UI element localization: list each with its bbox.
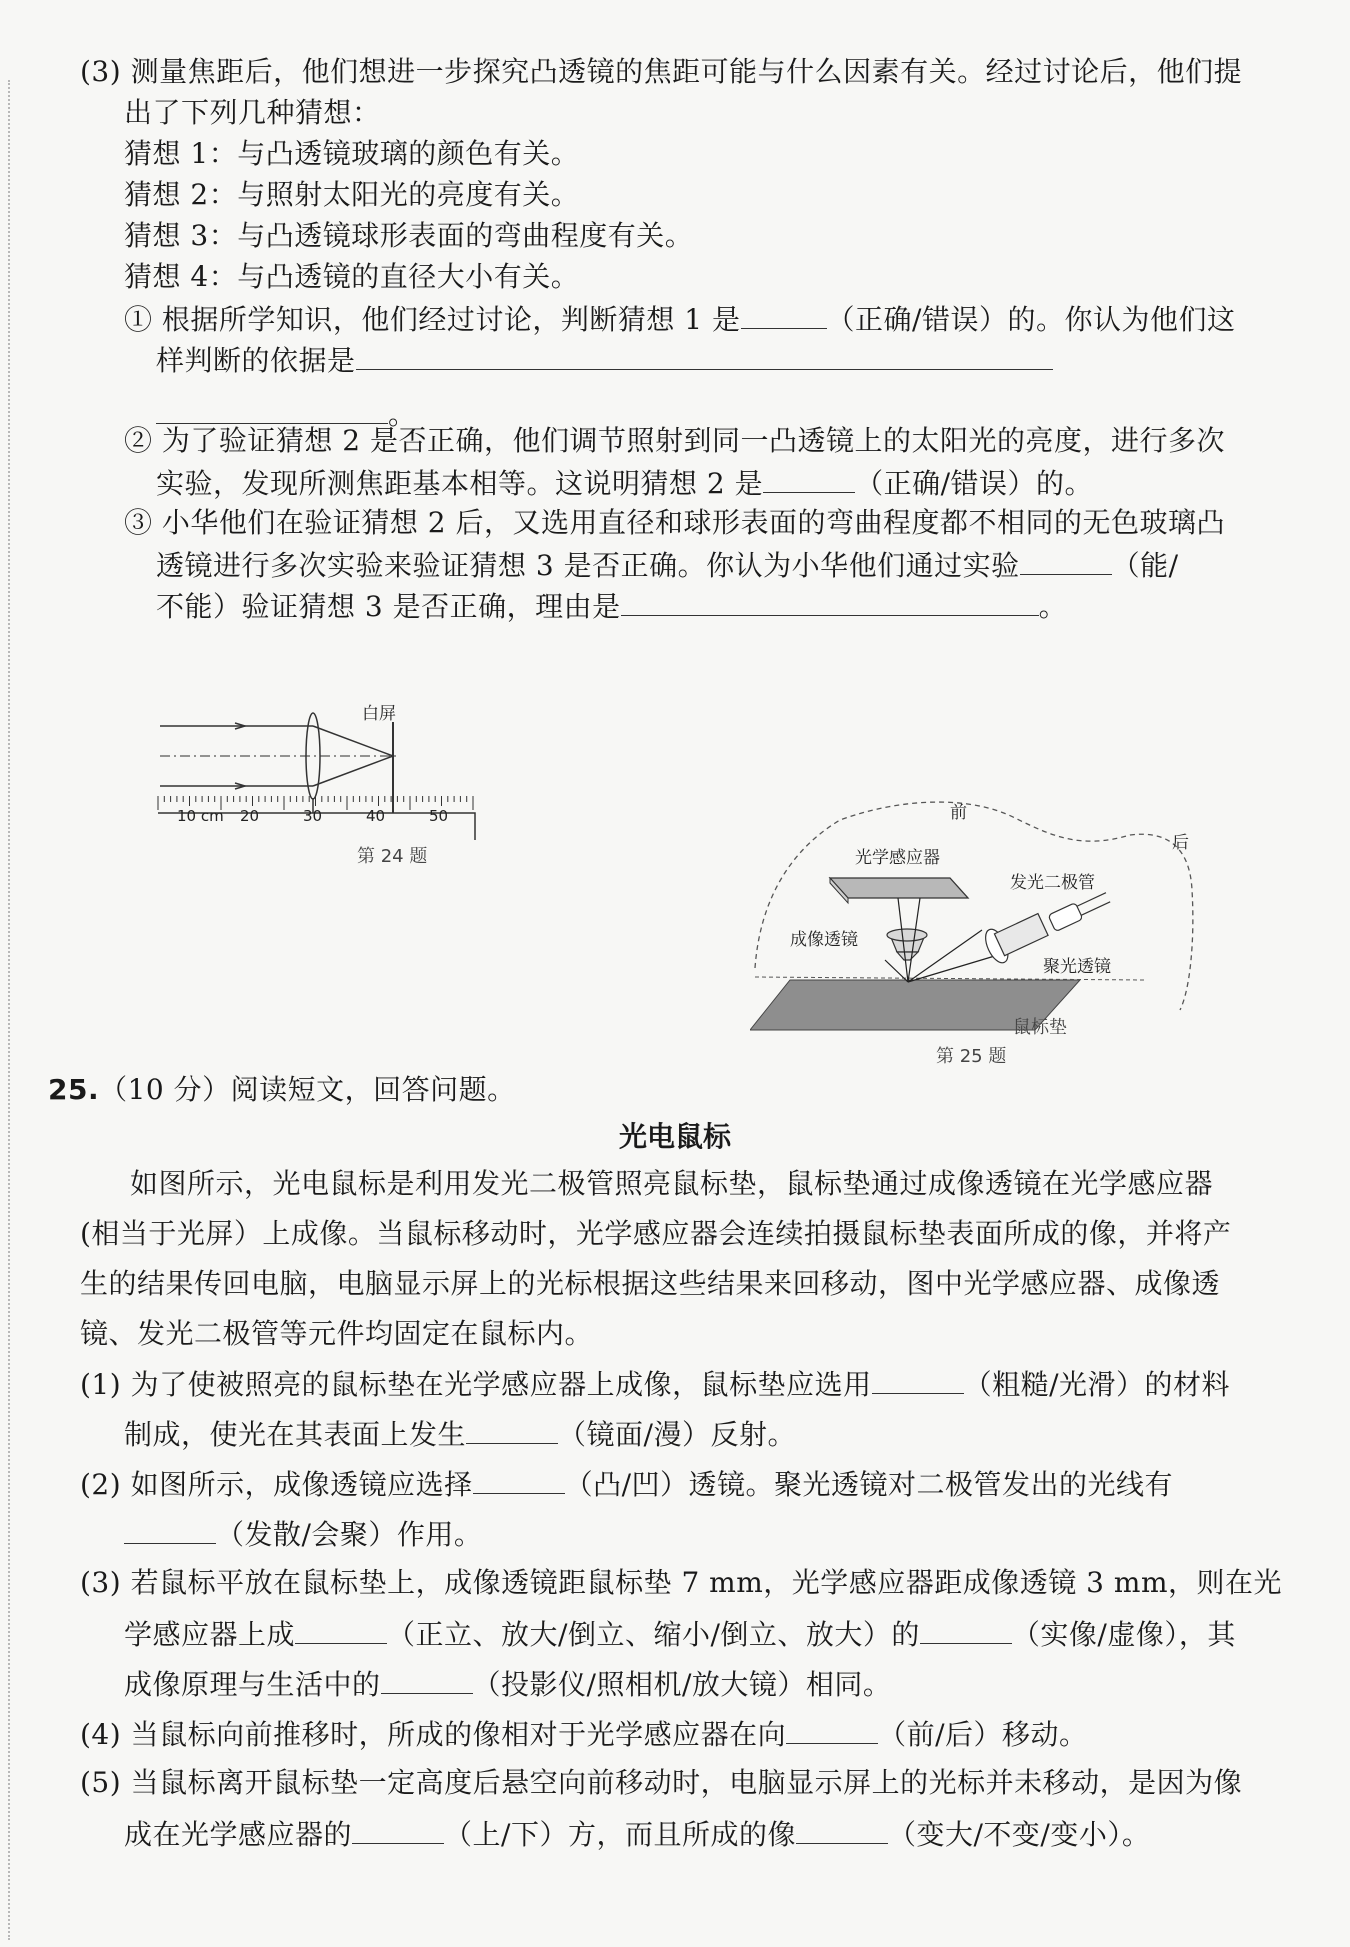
subq3-text-b: （能/ [1111,549,1179,582]
ruler-label-30: 30 [303,807,323,825]
guess-3: 猜想 3：与凸透镜球形表面的弯曲程度有关。 [124,219,694,252]
q25-1-text-d: （镜面/漫）反射。 [558,1418,796,1451]
ruler-label-10: 10 cm [177,807,224,825]
label-mouse-pad: 鼠标垫 [1013,1017,1067,1038]
subq2-text-a: 实验，发现所测焦距基本相等。这说明猜想 2 是 [156,467,764,500]
binding-edge [8,80,10,1940]
label-condenser-lens: 聚光透镜 [1043,957,1111,977]
subq3-line1: ③ 小华他们在验证猜想 2 后，又选用直径和球形表面的弯曲程度都不相同的无色玻璃凸 [124,506,1226,539]
subq3-line3 [156,585,1067,627]
q25-2-text-c: （发散/会聚）作用。 [216,1518,483,1551]
figure-25-optical-mouse [750,790,1200,1040]
subq1-line1 [124,298,1235,340]
subq2-line2 [156,462,1093,504]
q25-2-line2 [124,1513,482,1555]
q25-1-text-a: (1) 为了使被照亮的鼠标垫在光学感应器上成像，鼠标垫应选用 [80,1368,872,1401]
q25-4-text-a: (4) 当鼠标向前推移时，所成的像相对于光学感应器在向 [80,1718,787,1751]
white-screen-label: 白屏 [362,704,396,724]
q25-1-text-c: 制成，使光在其表面上发生 [124,1418,467,1451]
answer-blank-s1-judgement[interactable] [741,298,827,329]
answer-blank-q3-image-nature[interactable] [295,1613,387,1644]
answer-blank-q5-size[interactable] [796,1813,888,1844]
label-led: 发光二极管 [1010,873,1095,893]
q25-3-text-a: 学感应器上成 [124,1618,296,1651]
subq1-text-b: （正确/错误）的。你认为他们这 [826,303,1236,336]
q25-3-text-b: （正立、放大/倒立、缩小/倒立、放大）的 [387,1618,920,1651]
passage-line1: 如图所示，光电鼠标是利用发光二极管照亮鼠标垫，鼠标垫通过成像透镜在光学感应器 [130,1167,1214,1200]
answer-blank-q3-device[interactable] [381,1663,473,1694]
label-optical-sensor: 光学感应器 [855,848,940,868]
label-back: 后 [1172,833,1189,853]
q25-1-text-b: （粗糙/光滑）的材料 [963,1368,1231,1401]
answer-blank-q2-effect[interactable] [124,1513,216,1544]
subq1-text-a: ① 根据所学知识，他们经过讨论，判断猜想 1 是 [124,303,741,336]
q24-intro-line1: (3) 测量焦距后，他们想进一步探究凸透镜的焦距可能与什么因素有关。经过讨论后，他们提 [80,55,1243,88]
answer-blank-s2[interactable] [763,462,855,493]
q25-3-line3 [124,1663,891,1705]
figure-25-caption: 第 25 题 [936,1046,1007,1067]
answer-blank-q1-material[interactable] [872,1363,964,1394]
subq3-text-c: 不能）验证猜想 3 是否正确，理由是 [156,590,621,623]
guess-1: 猜想 1：与凸透镜玻璃的颜色有关。 [124,137,580,170]
answer-blank-s3-reason[interactable] [621,585,1039,616]
q25-4-line1 [80,1713,1088,1755]
guess-2: 猜想 2：与照射太阳光的亮度有关。 [124,178,580,211]
answer-blank-q4-direction[interactable] [786,1713,878,1744]
subq3-end: 。 [1038,590,1068,623]
q25-3-text-c: （实像/虚像），其 [1011,1618,1236,1651]
q25-5-text-b: （上/下）方，而且所成的像 [444,1818,796,1851]
q25-2-text-a: (2) 如图所示，成像透镜应选择 [80,1468,473,1501]
q25-3-text-d: 成像原理与生活中的 [124,1668,381,1701]
passage-line2: (相当于光屏）上成像。当鼠标移动时，光学感应器会连续拍摄鼠标垫表面所成的像，并将产 [80,1217,1232,1250]
subq1-basis-label: 样判断的依据是 [156,344,356,377]
figure-24-lens-ruler [150,700,610,840]
q25-2-line1 [80,1463,1173,1505]
answer-blank-s1-basis[interactable] [356,339,1053,370]
imaging-lens [887,929,927,960]
answer-blank-q3-real-virtual[interactable] [920,1613,1012,1644]
answer-blank-s3-can[interactable] [1020,544,1112,575]
figure-24-caption: 第 24 题 [357,846,428,867]
q25-5-text-a: 成在光学感应器的 [124,1818,353,1851]
q25-header: （10 分）阅读短文，回答问题。 [99,1073,516,1106]
q25-5-line1: (5) 当鼠标离开鼠标垫一定高度后悬空向前移动时，电脑显示屏上的光标并未移动，是因为像 [80,1766,1243,1799]
q25-3-line2 [124,1613,1236,1655]
question-number-25: 25. [48,1073,100,1106]
q25-1-line2 [124,1413,796,1455]
passage-line3: 生的结果传回电脑，电脑显示屏上的光标根据这些结果来回移动，图中光学感应器、成像透 [80,1267,1221,1300]
ruler-label-50: 50 [429,807,449,825]
q25-header-line [48,1070,516,1110]
guess-4: 猜想 4：与凸透镜的直径大小有关。 [124,260,580,293]
answer-blank-q5-position[interactable] [352,1813,444,1844]
answer-blank-s1-basis-cont[interactable] [156,393,388,424]
subq3-text-a: 透镜进行多次实验来验证猜想 3 是否正确。你认为小华他们通过实验 [156,549,1020,582]
q25-5-text-c: （变大/不变/变小）。 [887,1818,1151,1851]
subq1-end: 。 [388,398,417,431]
answer-blank-q1-reflection[interactable] [466,1413,558,1444]
q25-2-text-b: （凸/凹）透镜。聚光透镜对二极管发出的光线有 [564,1468,1174,1501]
label-front: 前 [950,803,967,823]
q25-4-text-b: （前/后）移动。 [878,1718,1088,1751]
ruler-label-20: 20 [240,807,260,825]
q25-1-line1 [80,1363,1230,1405]
ruler-label-40: 40 [366,807,386,825]
passage-title: 光电鼠标 [618,1120,731,1153]
q24-intro-line2: 出了下列几种猜想： [124,96,381,129]
subq1-line2 [156,339,1053,381]
q25-3-text-e: （投影仪/照相机/放大镜）相同。 [472,1668,892,1701]
q25-5-line2 [124,1813,1150,1855]
answer-blank-q2-lens-type[interactable] [473,1463,565,1494]
subq3-line2 [156,544,1179,586]
optical-sensor [830,878,968,898]
subq2-line1: ② 为了验证猜想 2 是否正确，他们调节照射到同一凸透镜上的太阳光的亮度，进行多次 [124,424,1226,457]
passage-line4: 镜、发光二极管等元件均固定在鼠标内。 [80,1317,594,1350]
led-diode [1048,889,1112,932]
subq2-text-b: （正确/错误）的。 [855,467,1094,500]
label-imaging-lens: 成像透镜 [790,930,858,950]
q25-3-line1: (3) 若鼠标平放在鼠标垫上，成像透镜距鼠标垫 7 mm，光学感应器距成像透镜 3 mm，则在光 [80,1566,1283,1599]
